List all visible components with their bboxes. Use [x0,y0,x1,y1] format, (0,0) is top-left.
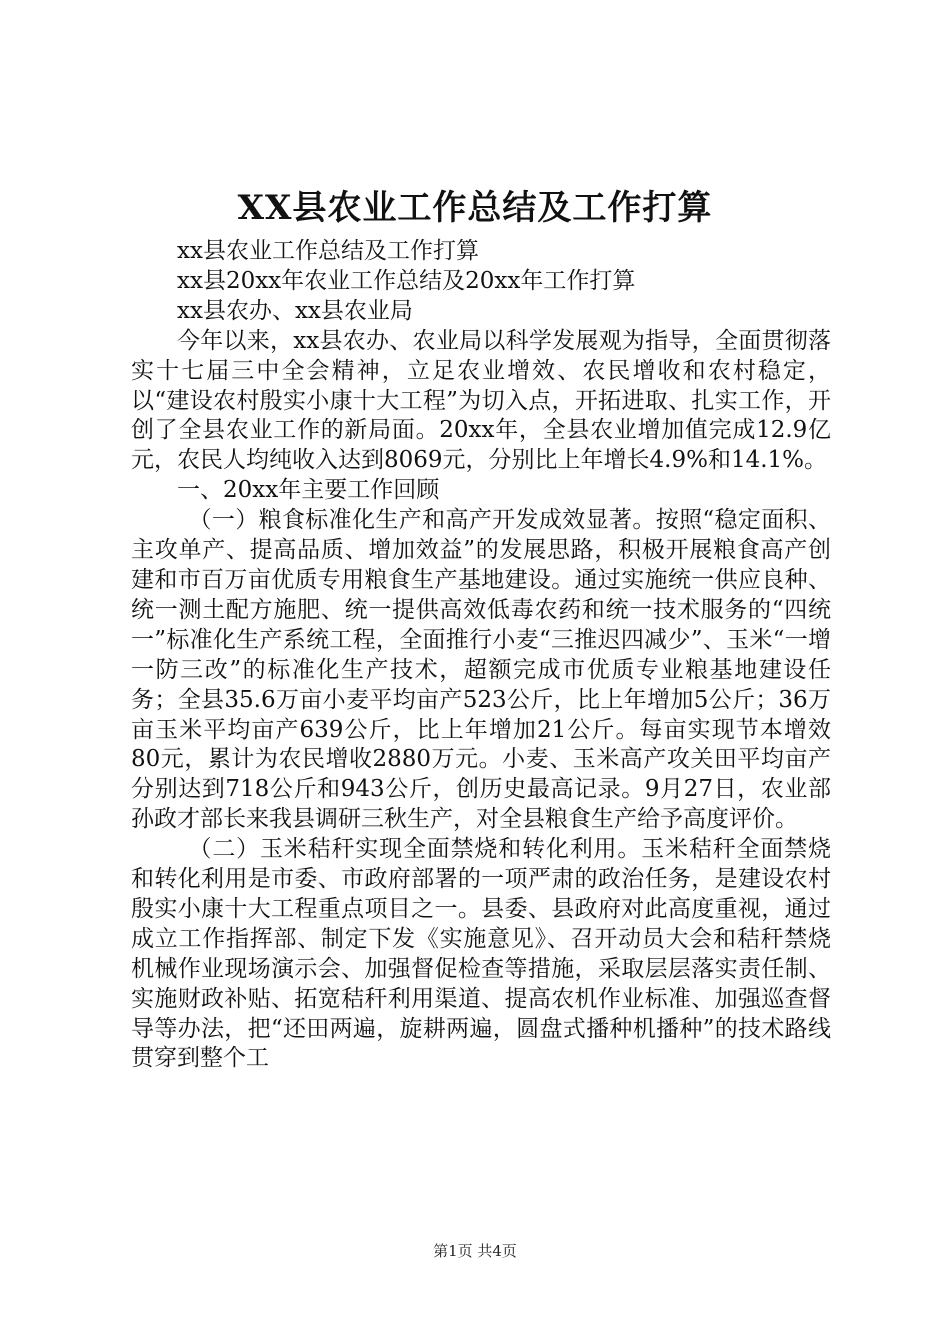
paragraph-straw-utilization: （二）玉米秸秆实现全面禁烧和转化利用。玉米秸秆全面禁烧和转化利用是市委、市政府部署的一项严肃的政治任务，是建设农村殷实小康十大工程重点项目之一。县委、县政府对此高度重视，通过成立工作指挥部、制定下发《实施意见》、召开动员大会和秸秆禁烧机械作业现场演示会、加强督促检查等措施，采取层层落实责任制、实施财政补贴、拓宽秸秆利用渠道、提高农机作业标准、加强巡查督导等办法，把“还田两遍，旋耕两遍，圆盘式播种机播种”的技术路线贯穿到整个工 [131,836,831,1072]
paragraph-grain-production: （一）粮食标准化生产和高产开发成效显著。按照“稳定面积、主攻单产、提高品质、增加效益”的发展思路，积极开展粮食高产创建和市百万亩优质专用粮食生产基地建设。通过实施统一供应良种、统一测土配方施肥、统一提供高效低毒农药和统一技术服务的“四统一”标准化生产系统工程，全面推行小麦“三推迟四减少”、玉米“一增一防三改”的标准化生产技术，超额完成市优质专业粮基地建设任务；全县35.6万亩小麦平均亩产523公斤，比上年增加5公斤；36万亩玉米平均亩产639公斤，比上年增加21公斤。每亩实现节本增效80元，累计为农民增收2880万元。小麦、玉米高产攻关田平均亩产分别达到718公斤和943公斤，创历史最高记录。9月27日，农业部孙政才部长来我县调研三秋生产，对全县粮食生产给予高度评价。 [131,507,831,833]
page-number: 第1页 共4页 [433,1242,517,1260]
paragraph-doc-name: xx县农业工作总结及工作打算 [177,238,479,264]
section-heading-review: 一、20xx年主要工作回顾 [177,477,440,504]
document-body [131,237,831,1074]
paragraph-subtitle: xx县20xx年农业工作总结及20xx年工作打算 [177,267,636,294]
document-title: XX县农业工作总结及工作打算 [237,188,713,228]
paragraph-intro: 今年以来，xx县农办、农业局以科学发展观为指导，全面贯彻落实十七届三中全会精神，立足农业增效、农民增收和农村稳定，以“建设农村殷实小康十大工程”为切入点，开拓进取、扎实工作，开创了全县农业工作的新局面。20xx年，全县农业增加值完成12.9亿元，农民人均纯收入达到8069元，分别比上年增长4.9%和14.1%。 [131,327,831,474]
paragraph-author: xx县农办、xx县农业局 [177,297,413,324]
